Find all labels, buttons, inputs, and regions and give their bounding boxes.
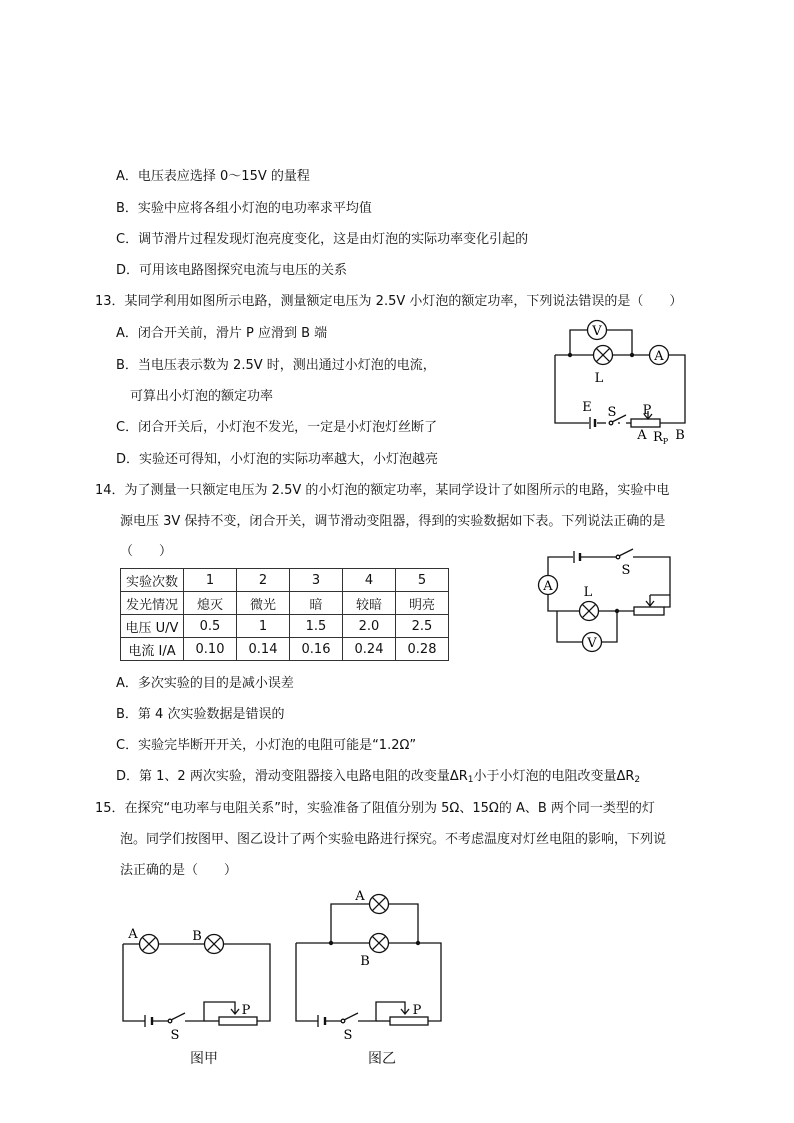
q14-option-b: B．第 4 次实验数据是错误的 [116, 707, 285, 722]
q15-yi-switch-label: S [343, 1028, 353, 1043]
q13-voltmeter-label: V [592, 324, 602, 339]
q14-stem-line3: （ ） [120, 544, 173, 559]
q14-voltmeter-label: V [587, 636, 597, 651]
q14-option-a: A．多次实验的目的是减小误差 [116, 676, 294, 691]
table-cell: 较暗 [343, 592, 396, 615]
q13-rheostat-end-b-label: B [675, 428, 685, 443]
table-row [121, 592, 449, 615]
q13-rheostat-label: $R_P$ [653, 430, 669, 446]
q13-ammeter-label: A [654, 349, 664, 364]
q12-option-b: B．实验中应将各组小灯泡的电功率求平均值 [116, 201, 372, 216]
q14-circuit-diagram [530, 545, 685, 660]
q15-figure-jia-circuit [115, 920, 280, 1043]
q12-option-c: C．调节滑片过程发现灯泡亮度变化，这是由灯泡的实际功率变化引起的 [116, 232, 529, 247]
table-cell: 熄灭 [184, 592, 237, 615]
q15-figure-yi-circuit [288, 880, 453, 1043]
q15-stem-line2: 泡。同学们按图甲、图乙设计了两个实验电路进行探究。不考虑温度对灯丝电阻的影响，下列说 [120, 832, 667, 847]
q15-jia-lamp-b-label: B [192, 929, 202, 944]
q12-option-a: A．电压表应选择 0～15V 的量程 [116, 169, 310, 184]
q14-option-c: C．实验完毕断开开关，小灯泡的电阻可能是“1.2Ω” [116, 738, 417, 753]
q15-figure-jia-caption: 图甲 [190, 1051, 218, 1067]
q14-ammeter-label: A [543, 579, 553, 594]
table-cell: 4 [343, 569, 396, 592]
q13-circuit-diagram [540, 315, 700, 450]
q14-option-d: D．第 1、2 两次实验，滑动变阻器接入电路电阻的改变量$\Delta R_1$小于小灯泡的电阻改变量$\Delta R_2$ [116, 769, 641, 785]
q13-option-a: A．闭合开关前，滑片 P 应滑到 B 端 [116, 326, 328, 341]
table-cell: 0.14 [237, 638, 290, 661]
table-cell: 3 [290, 569, 343, 592]
table-cell: 1.5 [290, 615, 343, 638]
q15-yi-slider-label: P [412, 1003, 422, 1018]
table-cell: 明亮 [396, 592, 449, 615]
q15-yi-lamp-a-label: A [355, 889, 365, 904]
q13-switch-label: S [607, 405, 617, 420]
table-cell: 5 [396, 569, 449, 592]
q14-lamp-label: L [583, 585, 593, 600]
table-cell: 发光情况 [121, 592, 184, 615]
q12-option-d: D．可用该电路图探究电流与电压的关系 [116, 263, 348, 278]
q15-yi-lamp-b-label: B [360, 954, 370, 969]
q13-option-b: B．当电压表示数为 2.5V 时，测出通过小灯泡的电流， [116, 358, 436, 373]
table-cell: 暗 [290, 592, 343, 615]
table-row [121, 638, 449, 661]
q13-rheostat-end-a-label: A [637, 428, 647, 443]
q13-stem: 13．某同学利用如图所示电路，测量额定电压为 2.5V 小灯泡的额定功率，下列说法错误的是（ ） [95, 294, 683, 309]
q13-option-c: C．闭合开关后，小灯泡不发光，一定是小灯泡灯丝断了 [116, 420, 438, 435]
table-cell: 0.24 [343, 638, 396, 661]
table-cell: 电流 I/A [121, 638, 184, 661]
table-cell: 1 [184, 569, 237, 592]
q14-stem-line1: 14．为了测量一只额定电压为 2.5V 的小灯泡的额定功率，某同学设计了如图所示的电路，实验中电 [95, 483, 670, 498]
table-cell: 0.10 [184, 638, 237, 661]
q13-option-b-cont: 可算出小灯泡的额定功率 [130, 389, 274, 404]
q15-jia-lamp-a-label: A [128, 927, 138, 942]
table-cell: 2 [237, 569, 290, 592]
q14-stem-line2: 源电压 3V 保持不变，闭合开关，调节滑动变阻器，得到的实验数据如下表。下列说法正确的是 [120, 514, 666, 529]
table-cell: 0.28 [396, 638, 449, 661]
table-row [121, 615, 449, 638]
q13-option-d: D．实验还可得知，小灯泡的实际功率越大，小灯泡越亮 [116, 452, 439, 467]
q13-lamp-label: L [594, 371, 604, 386]
q15-figure-yi-caption: 图乙 [368, 1051, 396, 1067]
q14-data-table [120, 568, 449, 661]
q15-stem-line1: 15．在探究“电功率与电阻关系”时，实验准备了阻值分别为 5Ω、15Ω的 A、B 两个同一类型的灯 [95, 801, 655, 816]
q15-stem-line3: 法正确的是（ ） [120, 863, 238, 878]
table-cell: 1 [237, 615, 290, 638]
q13-slider-label: P [642, 403, 652, 418]
q15-jia-slider-label: P [241, 1003, 251, 1018]
q14-switch-label: S [621, 563, 631, 578]
table-cell: 0.5 [184, 615, 237, 638]
table-cell: 2.0 [343, 615, 396, 638]
table-cell: 实验次数 [121, 569, 184, 592]
table-row [121, 569, 449, 592]
q15-jia-switch-label: S [170, 1028, 180, 1043]
table-cell: 2.5 [396, 615, 449, 638]
table-cell: 电压 U/V [121, 615, 184, 638]
table-cell: 微光 [237, 592, 290, 615]
q13-battery-label: E [582, 400, 592, 415]
table-cell: 0.16 [290, 638, 343, 661]
